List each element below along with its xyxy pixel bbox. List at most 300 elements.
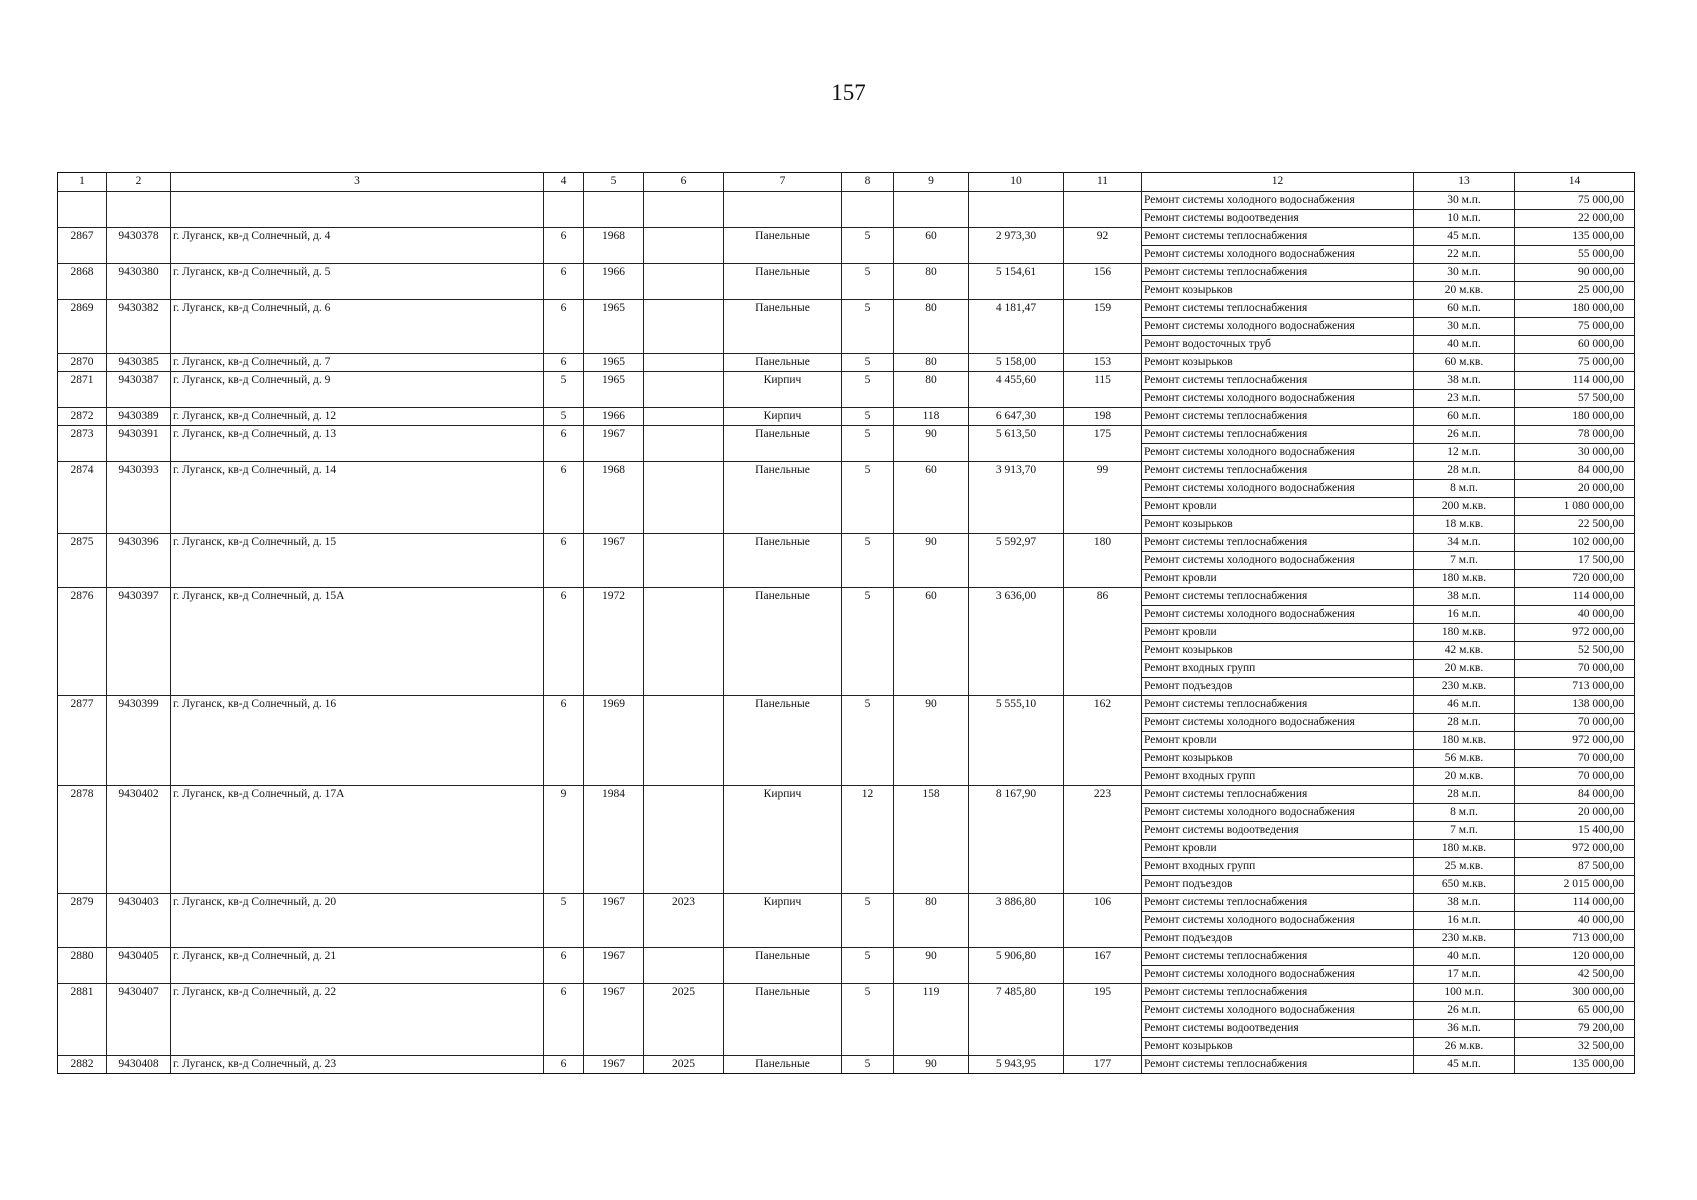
area-cell xyxy=(969,192,1064,228)
col9-cell: 80 xyxy=(894,300,969,354)
col11-cell: 177 xyxy=(1064,1056,1142,1074)
col8-cell: 5 xyxy=(842,408,894,426)
year-built-cell: 1965 xyxy=(584,300,644,354)
col11-cell xyxy=(1064,192,1142,228)
work-name-cell: Ремонт системы холодного водоснабжения xyxy=(1142,1002,1414,1020)
address-cell: г. Луганск, кв-д Солнечный, д. 15А xyxy=(171,588,544,696)
area-cell: 5 906,80 xyxy=(969,948,1064,984)
work-name-cell: Ремонт системы теплоснабжения xyxy=(1142,1056,1414,1074)
work-name-cell: Ремонт входных групп xyxy=(1142,768,1414,786)
column-header: 7 xyxy=(724,173,842,192)
work-name-cell: Ремонт системы холодного водоснабжения xyxy=(1142,804,1414,822)
col11-cell: 159 xyxy=(1064,300,1142,354)
building-code-cell: 9430407 xyxy=(107,984,171,1056)
work-cost-cell: 30 000,00 xyxy=(1515,444,1635,462)
column-header: 9 xyxy=(894,173,969,192)
work-cost-cell: 114 000,00 xyxy=(1515,894,1635,912)
wall-material-cell: Панельные xyxy=(724,534,842,588)
table-row xyxy=(58,300,1635,318)
building-code-cell: 9430408 xyxy=(107,1056,171,1074)
table-row xyxy=(58,408,1635,426)
area-cell: 5 555,10 xyxy=(969,696,1064,786)
wall-material-cell: Кирпич xyxy=(724,786,842,894)
table-row xyxy=(58,462,1635,480)
year-built-cell: 1967 xyxy=(584,894,644,948)
col6-cell xyxy=(644,462,724,534)
work-cost-cell: 84 000,00 xyxy=(1515,462,1635,480)
work-quantity-cell: 38 м.п. xyxy=(1414,588,1515,606)
col6-cell: 2023 xyxy=(644,894,724,948)
work-quantity-cell: 16 м.п. xyxy=(1414,606,1515,624)
work-quantity-cell: 28 м.п. xyxy=(1414,462,1515,480)
work-name-cell: Ремонт водосточных труб xyxy=(1142,336,1414,354)
col4-cell: 6 xyxy=(544,426,584,462)
address-cell: г. Луганск, кв-д Солнечный, д. 22 xyxy=(171,984,544,1056)
column-header: 11 xyxy=(1064,173,1142,192)
year-built-cell: 1968 xyxy=(584,228,644,264)
work-name-cell: Ремонт козырьков xyxy=(1142,750,1414,768)
work-name-cell: Ремонт подъездов xyxy=(1142,678,1414,696)
work-cost-cell: 20 000,00 xyxy=(1515,804,1635,822)
wall-material-cell: Панельные xyxy=(724,264,842,300)
year-built-cell: 1965 xyxy=(584,354,644,372)
work-cost-cell: 135 000,00 xyxy=(1515,228,1635,246)
col6-cell xyxy=(644,786,724,894)
work-name-cell: Ремонт системы холодного водоснабжения xyxy=(1142,192,1414,210)
table-row xyxy=(58,372,1635,390)
work-cost-cell: 972 000,00 xyxy=(1515,732,1635,750)
col11-cell: 223 xyxy=(1064,786,1142,894)
row-number-cell: 2879 xyxy=(58,894,107,948)
address-cell: г. Луганск, кв-д Солнечный, д. 14 xyxy=(171,462,544,534)
year-built-cell: 1972 xyxy=(584,588,644,696)
work-name-cell: Ремонт системы теплоснабжения xyxy=(1142,462,1414,480)
wall-material-cell: Панельные xyxy=(724,354,842,372)
col6-cell xyxy=(644,696,724,786)
work-name-cell: Ремонт кровли xyxy=(1142,624,1414,642)
row-number-cell: 2875 xyxy=(58,534,107,588)
col8-cell: 5 xyxy=(842,426,894,462)
work-cost-cell: 70 000,00 xyxy=(1515,768,1635,786)
work-cost-cell: 720 000,00 xyxy=(1515,570,1635,588)
col11-cell: 198 xyxy=(1064,408,1142,426)
work-name-cell: Ремонт козырьков xyxy=(1142,516,1414,534)
area-cell: 4 181,47 xyxy=(969,300,1064,354)
col8-cell: 5 xyxy=(842,462,894,534)
col9-cell: 80 xyxy=(894,264,969,300)
building-code-cell: 9430389 xyxy=(107,408,171,426)
work-cost-cell: 79 200,00 xyxy=(1515,1020,1635,1038)
col11-cell: 195 xyxy=(1064,984,1142,1056)
col9-cell: 60 xyxy=(894,462,969,534)
work-cost-cell: 87 500,00 xyxy=(1515,858,1635,876)
work-cost-cell: 972 000,00 xyxy=(1515,624,1635,642)
col11-cell: 175 xyxy=(1064,426,1142,462)
col8-cell: 5 xyxy=(842,264,894,300)
year-built-cell: 1967 xyxy=(584,1056,644,1074)
work-quantity-cell: 42 м.кв. xyxy=(1414,642,1515,660)
work-quantity-cell: 100 м.п. xyxy=(1414,984,1515,1002)
work-quantity-cell: 45 м.п. xyxy=(1414,228,1515,246)
work-quantity-cell: 17 м.п. xyxy=(1414,966,1515,984)
column-header: 2 xyxy=(107,173,171,192)
work-cost-cell: 22 000,00 xyxy=(1515,210,1635,228)
work-name-cell: Ремонт системы холодного водоснабжения xyxy=(1142,714,1414,732)
work-quantity-cell: 26 м.п. xyxy=(1414,1002,1515,1020)
work-name-cell: Ремонт козырьков xyxy=(1142,282,1414,300)
table-row xyxy=(58,588,1635,606)
col8-cell: 5 xyxy=(842,300,894,354)
wall-material-cell: Панельные xyxy=(724,1056,842,1074)
table-body xyxy=(58,173,1635,1074)
work-name-cell: Ремонт системы водоотведения xyxy=(1142,210,1414,228)
column-header: 4 xyxy=(544,173,584,192)
work-quantity-cell: 10 м.п. xyxy=(1414,210,1515,228)
col4-cell: 5 xyxy=(544,894,584,948)
work-quantity-cell: 40 м.п. xyxy=(1414,336,1515,354)
row-number-cell: 2881 xyxy=(58,984,107,1056)
column-header: 10 xyxy=(969,173,1064,192)
wall-material-cell: Панельные xyxy=(724,588,842,696)
work-quantity-cell: 230 м.кв. xyxy=(1414,678,1515,696)
work-quantity-cell: 12 м.п. xyxy=(1414,444,1515,462)
area-cell: 2 973,30 xyxy=(969,228,1064,264)
work-cost-cell: 40 000,00 xyxy=(1515,606,1635,624)
col8-cell: 5 xyxy=(842,588,894,696)
table-row xyxy=(58,1056,1635,1074)
work-quantity-cell: 18 м.кв. xyxy=(1414,516,1515,534)
work-quantity-cell: 22 м.п. xyxy=(1414,246,1515,264)
work-quantity-cell: 200 м.кв. xyxy=(1414,498,1515,516)
area-cell: 3 886,80 xyxy=(969,894,1064,948)
col8-cell: 5 xyxy=(842,534,894,588)
wall-material-cell: Панельные xyxy=(724,228,842,264)
work-quantity-cell: 28 м.п. xyxy=(1414,714,1515,732)
address-cell: г. Луганск, кв-д Солнечный, д. 23 xyxy=(171,1056,544,1074)
building-code-cell: 9430402 xyxy=(107,786,171,894)
work-name-cell: Ремонт системы холодного водоснабжения xyxy=(1142,318,1414,336)
work-quantity-cell: 30 м.п. xyxy=(1414,264,1515,282)
col6-cell xyxy=(644,354,724,372)
col6-cell xyxy=(644,534,724,588)
work-quantity-cell: 46 м.п. xyxy=(1414,696,1515,714)
building-code-cell: 9430397 xyxy=(107,588,171,696)
wall-material-cell: Панельные xyxy=(724,984,842,1056)
col4-cell: 6 xyxy=(544,354,584,372)
row-number-cell: 2874 xyxy=(58,462,107,534)
area-cell: 5 158,00 xyxy=(969,354,1064,372)
work-quantity-cell: 26 м.п. xyxy=(1414,426,1515,444)
work-quantity-cell: 230 м.кв. xyxy=(1414,930,1515,948)
table-row xyxy=(58,984,1635,1002)
col4-cell: 6 xyxy=(544,534,584,588)
page-number: 157 xyxy=(831,80,866,105)
work-quantity-cell: 650 м.кв. xyxy=(1414,876,1515,894)
work-cost-cell: 40 000,00 xyxy=(1515,912,1635,930)
area-cell: 3 636,00 xyxy=(969,588,1064,696)
row-number-cell: 2870 xyxy=(58,354,107,372)
work-quantity-cell: 180 м.кв. xyxy=(1414,840,1515,858)
col8-cell: 5 xyxy=(842,696,894,786)
col8-cell: 5 xyxy=(842,894,894,948)
table-row xyxy=(58,534,1635,552)
work-quantity-cell: 16 м.п. xyxy=(1414,912,1515,930)
col4-cell: 6 xyxy=(544,462,584,534)
address-cell: г. Луганск, кв-д Солнечный, д. 16 xyxy=(171,696,544,786)
col9-cell: 90 xyxy=(894,696,969,786)
work-name-cell: Ремонт системы холодного водоснабжения xyxy=(1142,606,1414,624)
table-row xyxy=(58,354,1635,372)
work-quantity-cell: 25 м.кв. xyxy=(1414,858,1515,876)
area-cell: 8 167,90 xyxy=(969,786,1064,894)
work-quantity-cell: 20 м.кв. xyxy=(1414,282,1515,300)
col9-cell: 80 xyxy=(894,354,969,372)
year-built-cell: 1968 xyxy=(584,462,644,534)
work-cost-cell: 25 000,00 xyxy=(1515,282,1635,300)
work-cost-cell: 15 400,00 xyxy=(1515,822,1635,840)
col4-cell: 6 xyxy=(544,588,584,696)
work-cost-cell: 972 000,00 xyxy=(1515,840,1635,858)
address-cell: г. Луганск, кв-д Солнечный, д. 5 xyxy=(171,264,544,300)
column-header: 14 xyxy=(1515,173,1635,192)
work-quantity-cell: 20 м.кв. xyxy=(1414,660,1515,678)
work-cost-cell: 180 000,00 xyxy=(1515,408,1635,426)
area-cell: 3 913,70 xyxy=(969,462,1064,534)
column-number-header-row xyxy=(58,173,1635,192)
work-cost-cell: 70 000,00 xyxy=(1515,750,1635,768)
work-name-cell: Ремонт подъездов xyxy=(1142,876,1414,894)
wall-material-cell: Панельные xyxy=(724,300,842,354)
row-number-cell: 2882 xyxy=(58,1056,107,1074)
col11-cell: 86 xyxy=(1064,588,1142,696)
work-quantity-cell: 40 м.п. xyxy=(1414,948,1515,966)
area-cell: 5 943,95 xyxy=(969,1056,1064,1074)
table-row xyxy=(58,948,1635,966)
col4-cell: 6 xyxy=(544,228,584,264)
work-name-cell: Ремонт козырьков xyxy=(1142,642,1414,660)
work-cost-cell: 300 000,00 xyxy=(1515,984,1635,1002)
col6-cell xyxy=(644,588,724,696)
work-name-cell: Ремонт системы теплоснабжения xyxy=(1142,534,1414,552)
col6-cell: 2025 xyxy=(644,1056,724,1074)
work-name-cell: Ремонт системы теплоснабжения xyxy=(1142,588,1414,606)
year-built-cell xyxy=(584,192,644,228)
col8-cell: 12 xyxy=(842,786,894,894)
work-cost-cell: 90 000,00 xyxy=(1515,264,1635,282)
work-name-cell: Ремонт системы теплоснабжения xyxy=(1142,426,1414,444)
address-cell: г. Луганск, кв-д Солнечный, д. 13 xyxy=(171,426,544,462)
col8-cell: 5 xyxy=(842,984,894,1056)
wall-material-cell: Панельные xyxy=(724,948,842,984)
work-quantity-cell: 36 м.п. xyxy=(1414,1020,1515,1038)
work-quantity-cell: 180 м.кв. xyxy=(1414,570,1515,588)
column-header: 8 xyxy=(842,173,894,192)
year-built-cell: 1984 xyxy=(584,786,644,894)
work-cost-cell: 135 000,00 xyxy=(1515,1056,1635,1074)
col9-cell: 80 xyxy=(894,894,969,948)
col8-cell: 5 xyxy=(842,228,894,264)
work-cost-cell: 713 000,00 xyxy=(1515,930,1635,948)
col9-cell: 158 xyxy=(894,786,969,894)
work-cost-cell: 138 000,00 xyxy=(1515,696,1635,714)
year-built-cell: 1966 xyxy=(584,264,644,300)
col6-cell: 2025 xyxy=(644,984,724,1056)
work-name-cell: Ремонт подъездов xyxy=(1142,930,1414,948)
year-built-cell: 1967 xyxy=(584,534,644,588)
column-header: 6 xyxy=(644,173,724,192)
col9-cell: 90 xyxy=(894,534,969,588)
work-quantity-cell: 28 м.п. xyxy=(1414,786,1515,804)
work-cost-cell: 70 000,00 xyxy=(1515,660,1635,678)
row-number-cell: 2872 xyxy=(58,408,107,426)
work-name-cell: Ремонт системы холодного водоснабжения xyxy=(1142,246,1414,264)
col4-cell xyxy=(544,192,584,228)
work-name-cell: Ремонт кровли xyxy=(1142,570,1414,588)
table-row xyxy=(58,192,1635,210)
work-cost-cell: 52 500,00 xyxy=(1515,642,1635,660)
work-quantity-cell: 60 м.п. xyxy=(1414,408,1515,426)
col11-cell: 115 xyxy=(1064,372,1142,408)
col11-cell: 106 xyxy=(1064,894,1142,948)
wall-material-cell: Кирпич xyxy=(724,408,842,426)
year-built-cell: 1969 xyxy=(584,696,644,786)
work-quantity-cell: 180 м.кв. xyxy=(1414,624,1515,642)
address-cell: г. Луганск, кв-д Солнечный, д. 12 xyxy=(171,408,544,426)
work-cost-cell: 180 000,00 xyxy=(1515,300,1635,318)
building-code-cell: 9430387 xyxy=(107,372,171,408)
work-name-cell: Ремонт входных групп xyxy=(1142,660,1414,678)
col8-cell: 5 xyxy=(842,948,894,984)
building-code-cell: 9430403 xyxy=(107,894,171,948)
col4-cell: 6 xyxy=(544,1056,584,1074)
work-cost-cell: 70 000,00 xyxy=(1515,714,1635,732)
work-cost-cell: 57 500,00 xyxy=(1515,390,1635,408)
address-cell: г. Луганск, кв-д Солнечный, д. 20 xyxy=(171,894,544,948)
work-cost-cell: 120 000,00 xyxy=(1515,948,1635,966)
work-quantity-cell: 34 м.п. xyxy=(1414,534,1515,552)
col4-cell: 6 xyxy=(544,984,584,1056)
work-name-cell: Ремонт системы водоотведения xyxy=(1142,822,1414,840)
work-quantity-cell: 30 м.п. xyxy=(1414,318,1515,336)
col6-cell xyxy=(644,426,724,462)
row-number-cell: 2877 xyxy=(58,696,107,786)
work-cost-cell: 75 000,00 xyxy=(1515,354,1635,372)
col8-cell: 5 xyxy=(842,354,894,372)
work-cost-cell: 78 000,00 xyxy=(1515,426,1635,444)
row-number-cell: 2869 xyxy=(58,300,107,354)
work-cost-cell: 65 000,00 xyxy=(1515,1002,1635,1020)
work-cost-cell: 17 500,00 xyxy=(1515,552,1635,570)
work-name-cell: Ремонт системы теплоснабжения xyxy=(1142,894,1414,912)
work-cost-cell: 55 000,00 xyxy=(1515,246,1635,264)
year-built-cell: 1966 xyxy=(584,408,644,426)
work-quantity-cell: 8 м.п. xyxy=(1414,804,1515,822)
work-name-cell: Ремонт козырьков xyxy=(1142,354,1414,372)
address-cell: г. Луганск, кв-д Солнечный, д. 21 xyxy=(171,948,544,984)
col9-cell: 60 xyxy=(894,228,969,264)
work-name-cell: Ремонт системы холодного водоснабжения xyxy=(1142,966,1414,984)
area-cell: 5 592,97 xyxy=(969,534,1064,588)
work-name-cell: Ремонт системы холодного водоснабжения xyxy=(1142,912,1414,930)
work-quantity-cell: 30 м.п. xyxy=(1414,192,1515,210)
col4-cell: 6 xyxy=(544,264,584,300)
work-cost-cell: 2 015 000,00 xyxy=(1515,876,1635,894)
col6-cell xyxy=(644,300,724,354)
work-name-cell: Ремонт системы холодного водоснабжения xyxy=(1142,444,1414,462)
col9-cell: 60 xyxy=(894,588,969,696)
row-number-cell xyxy=(58,192,107,228)
row-number-cell: 2868 xyxy=(58,264,107,300)
work-quantity-cell: 20 м.кв. xyxy=(1414,768,1515,786)
work-name-cell: Ремонт системы теплоснабжения xyxy=(1142,786,1414,804)
work-name-cell: Ремонт кровли xyxy=(1142,498,1414,516)
work-cost-cell: 75 000,00 xyxy=(1515,318,1635,336)
column-header: 5 xyxy=(584,173,644,192)
work-cost-cell: 84 000,00 xyxy=(1515,786,1635,804)
work-name-cell: Ремонт козырьков xyxy=(1142,1038,1414,1056)
building-code-cell: 9430405 xyxy=(107,948,171,984)
col9-cell xyxy=(894,192,969,228)
row-number-cell: 2873 xyxy=(58,426,107,462)
wall-material-cell: Кирпич xyxy=(724,372,842,408)
col11-cell: 153 xyxy=(1064,354,1142,372)
year-built-cell: 1967 xyxy=(584,948,644,984)
wall-material-cell: Панельные xyxy=(724,462,842,534)
work-name-cell: Ремонт системы теплоснабжения xyxy=(1142,372,1414,390)
row-number-cell: 2871 xyxy=(58,372,107,408)
column-header: 1 xyxy=(58,173,107,192)
work-name-cell: Ремонт системы теплоснабжения xyxy=(1142,408,1414,426)
col4-cell: 6 xyxy=(544,300,584,354)
column-header: 13 xyxy=(1414,173,1515,192)
work-quantity-cell: 7 м.п. xyxy=(1414,552,1515,570)
col11-cell: 180 xyxy=(1064,534,1142,588)
col8-cell: 5 xyxy=(842,372,894,408)
work-quantity-cell: 38 м.п. xyxy=(1414,894,1515,912)
col6-cell xyxy=(644,372,724,408)
col8-cell xyxy=(842,192,894,228)
work-cost-cell: 713 000,00 xyxy=(1515,678,1635,696)
work-quantity-cell: 60 м.кв. xyxy=(1414,354,1515,372)
building-code-cell: 9430399 xyxy=(107,696,171,786)
work-name-cell: Ремонт системы теплоснабжения xyxy=(1142,984,1414,1002)
work-quantity-cell: 8 м.п. xyxy=(1414,480,1515,498)
building-code-cell: 9430393 xyxy=(107,462,171,534)
col9-cell: 90 xyxy=(894,426,969,462)
col4-cell: 9 xyxy=(544,786,584,894)
building-code-cell: 9430396 xyxy=(107,534,171,588)
col6-cell xyxy=(644,228,724,264)
work-name-cell: Ремонт системы холодного водоснабжения xyxy=(1142,480,1414,498)
table-row xyxy=(58,264,1635,282)
building-code-cell: 9430378 xyxy=(107,228,171,264)
work-cost-cell: 20 000,00 xyxy=(1515,480,1635,498)
col11-cell: 167 xyxy=(1064,948,1142,984)
col6-cell xyxy=(644,264,724,300)
work-cost-cell: 60 000,00 xyxy=(1515,336,1635,354)
address-cell: г. Луганск, кв-д Солнечный, д. 4 xyxy=(171,228,544,264)
address-cell: г. Луганск, кв-д Солнечный, д. 9 xyxy=(171,372,544,408)
work-cost-cell: 1 080 000,00 xyxy=(1515,498,1635,516)
col9-cell: 90 xyxy=(894,948,969,984)
address-cell: г. Луганск, кв-д Солнечный, д. 15 xyxy=(171,534,544,588)
col4-cell: 6 xyxy=(544,696,584,786)
year-built-cell: 1967 xyxy=(584,426,644,462)
area-cell: 4 455,60 xyxy=(969,372,1064,408)
work-name-cell: Ремонт кровли xyxy=(1142,840,1414,858)
col9-cell: 119 xyxy=(894,984,969,1056)
work-cost-cell: 22 500,00 xyxy=(1515,516,1635,534)
